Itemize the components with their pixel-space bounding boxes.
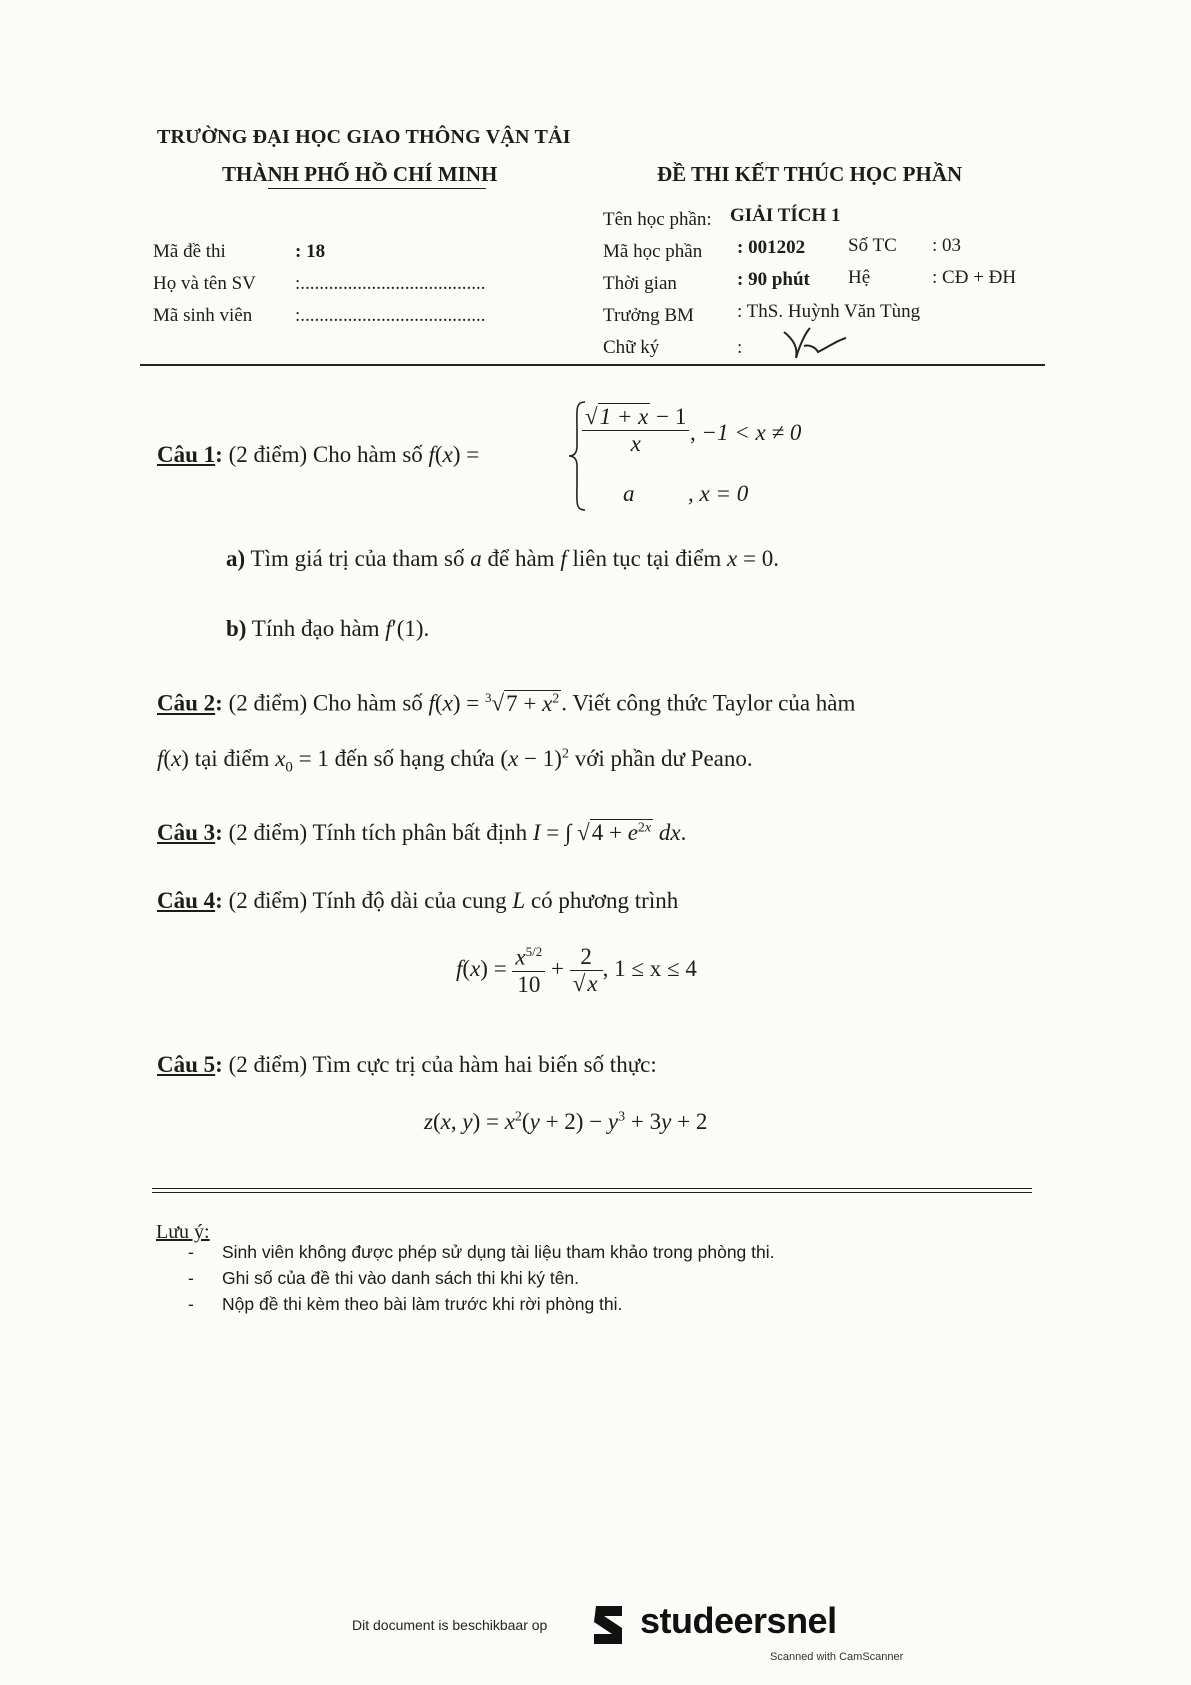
- student-name-label: Họ và tên SV: [153, 273, 256, 294]
- school-underline: [268, 188, 486, 189]
- duration-label: Thời gian: [603, 273, 677, 294]
- signature-colon: :: [737, 337, 743, 358]
- school-name-line2: THÀNH PHỐ HỒ CHÍ MINH: [222, 162, 498, 186]
- question-5: Câu 5: (2 điểm) Tìm cực trị của hàm hai biến số thực:: [157, 1052, 657, 1077]
- studeersnel-logo-icon: [586, 1602, 630, 1648]
- q1-intro: Cho hàm số: [312, 442, 423, 467]
- exam-title: ĐỀ THI KẾT THÚC HỌC PHẦN: [657, 162, 963, 186]
- student-id-label: Mã sinh viên: [153, 305, 253, 326]
- student-id-field[interactable]: :.......................................: [295, 305, 486, 326]
- head-value: : ThS. Huỳnh Văn Tùng: [737, 301, 921, 322]
- course-code-value: : 001202: [737, 237, 806, 258]
- footer-divider-top: [152, 1188, 1032, 1189]
- q1-case1-radicand: 1 + x: [599, 404, 649, 429]
- question-2: Câu 2: (2 điểm) Cho hàm số $f(x) = ^3√7 + x^2$. Viết công thức Taylor của hàm: [157, 690, 856, 716]
- q1-label: Câu 1: [157, 442, 216, 467]
- q1-case1: $\frac{√1 + x - 1}{x}$: [582, 404, 689, 457]
- q1-points: (2 điểm): [228, 442, 308, 467]
- footer-brand[interactable]: studeersnel: [640, 1600, 837, 1641]
- credits-value: : 03: [932, 235, 962, 256]
- exam-code-label: Mã đề thi: [153, 241, 226, 262]
- signature-label: Chữ ký: [603, 337, 660, 358]
- scanned-note: Scanned with CamScanner: [770, 1651, 904, 1663]
- question-1: Câu 1: (2 điểm) Cho hàm số f(x) =: [157, 442, 480, 467]
- q1-part-b: b) Tính đạo hàm f′(1).: [226, 616, 430, 641]
- question-2-line2: f(x) tại điểm $x_0 = 1$ đến số hạng chứa $(x - 1)^2$ với phần dư Peano.: [157, 746, 753, 776]
- q1-case2-value: a: [623, 481, 635, 506]
- duration-value: : 90 phút: [737, 269, 810, 290]
- signature-mark: [780, 322, 850, 364]
- system-value: : CĐ + ĐH: [932, 267, 1017, 288]
- school-name-line1: TRƯỜNG ĐẠI HỌC GIAO THÔNG VẬN TẢI: [157, 126, 571, 148]
- footer-divider-bottom: [152, 1192, 1032, 1193]
- course-name-value: GIẢI TÍCH 1: [730, 205, 841, 226]
- header-divider: [140, 364, 1045, 366]
- question-4: Câu 4: (2 điểm) Tính độ dài của cung L có phương trình: [157, 888, 679, 913]
- q1-case1-condition: , −1 < x ≠ 0: [690, 420, 802, 445]
- q4-formula: f(x) = $\frac{x^{5/2}}{10}$ + $\frac{2}{√x}$ , 1 ≤ x ≤ 4: [456, 944, 697, 997]
- system-label: Hệ: [848, 267, 871, 288]
- exam-code-value: : 18: [295, 241, 326, 262]
- course-name-label: Tên học phần:: [603, 209, 712, 230]
- student-name-field[interactable]: :.......................................: [295, 273, 486, 294]
- notes-title: Lưu ý:: [156, 1221, 210, 1243]
- course-code-label: Mã học phần: [603, 241, 703, 262]
- credits-label: Số TC: [848, 235, 897, 256]
- footer-available-text: Dit document is beschikbaar op: [352, 1617, 548, 1633]
- q5-formula: z(x, $y) = x^2(y + 2) - y^3 + 3y + 2$: [424, 1109, 708, 1134]
- q1-part-a: a) Tìm giá trị của tham số a để hàm f liên tục tại điểm x = 0.: [226, 546, 779, 571]
- question-3: Câu 3: (2 điểm) Tính tích phân bất định I = ∫ $√4 + e^{2x}$ dx.: [157, 820, 687, 845]
- q1-case2-condition: , x = 0: [688, 481, 749, 506]
- head-label: Trưởng BM: [603, 305, 694, 326]
